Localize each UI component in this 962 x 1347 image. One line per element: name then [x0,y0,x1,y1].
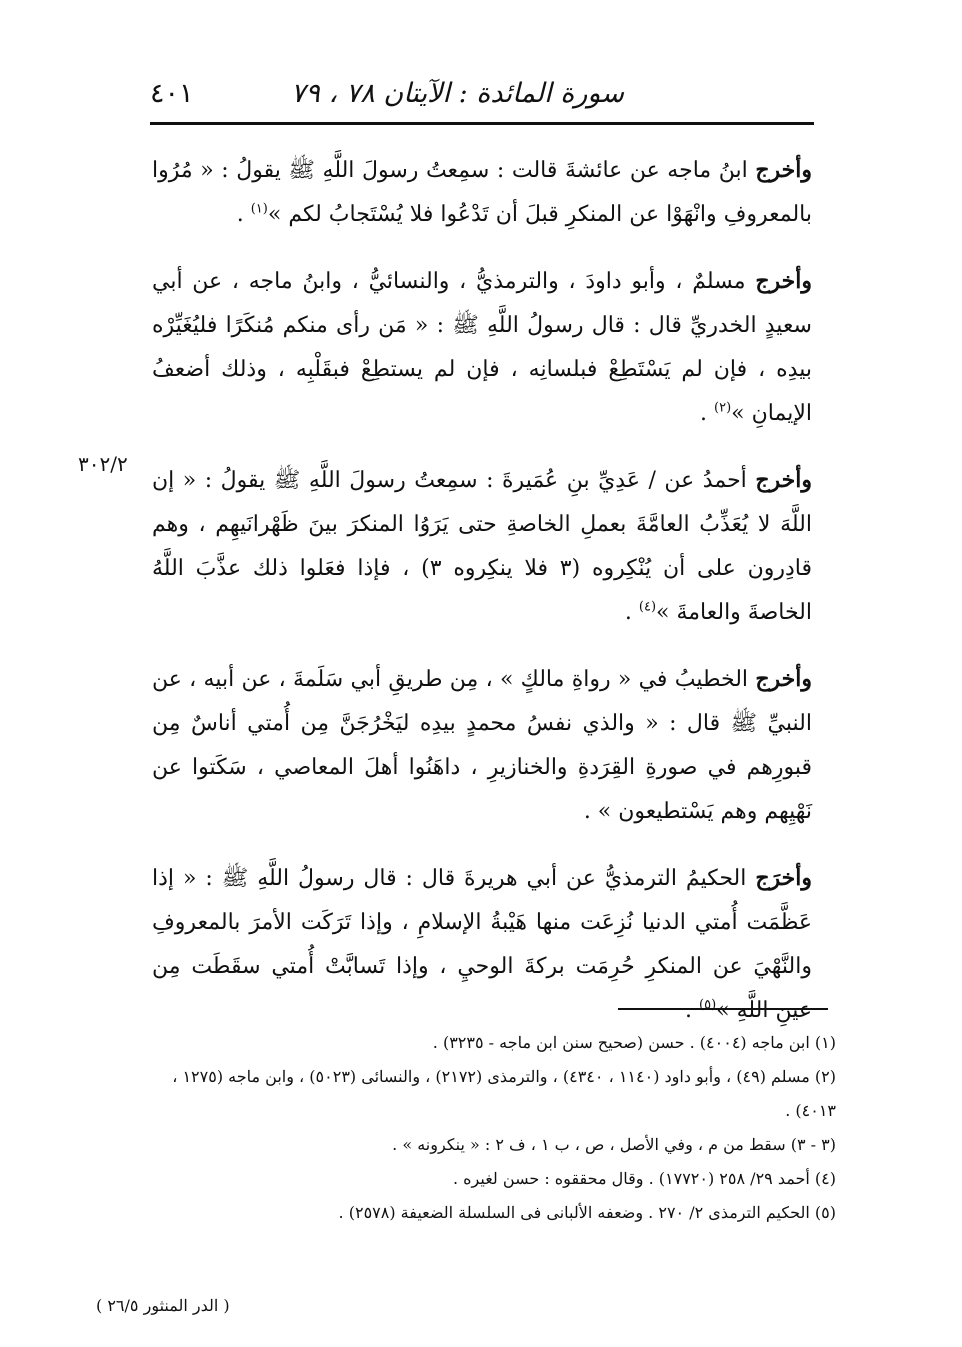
paragraph-lead: وأخرج [755,268,812,294]
paragraph-text: مسلمٌ ، وأبو داودَ ، والترمذيُّ ، والنسائيُّ ، وابنُ ماجه ، عن أبي سعيدٍ الخدريِّ قال : قال رسولُ اللَّهِ ﷺ : « مَن رأى منكم مُنكَرًا فليُغَيِّرْه بيدِه ، فإن لم يَسْتَطِعْ فبلسانِه ، فإن لم يستطِعْ فبقَلْبِه ، وذلك أضعفُ الإيمانِ » [152,269,812,426]
main-text [152,148,812,1055]
paragraph-4 [152,657,812,834]
footnote-2: (٢) مسلم (٤٩) ، وأبو داود (١١٤٠ ، ٤٣٤٠) ، والترمذى (٢١٧٢) ، والنسائى (٥٠٢٣) ، وابن ماجه (١٢٧٥ ، ٤٠١٣) . [172,1067,836,1120]
page-number: ٤٠١ [150,78,194,109]
paragraph-5 [152,856,812,1033]
surah-title: سورة المائدة : الآيتان ٧٨ ، ٧٩ [290,78,624,109]
paragraph-lead: وأخرج [755,467,812,493]
paragraph-text: الخطيبُ في « رواةِ مالكٍ » ، مِن طريقِ أبي سَلَمةَ ، عن أبيه ، عن النبيِّ ﷺ قال : « والذي نفسُ محمدٍ بيدِه ليَخْرُجَنَّ مِن أُمتي أناسٌ مِن قبورِهم في صورةِ القِرَدةِ والخنازيرِ ، داهَنُوا أهلَ المعاصي ، سَكَتوا عن نَهْيِهم وهم يَسْتطيعون » . [152,667,812,824]
footnote-4: (٤) أحمد ٢٩/ ٢٥٨ (١٧٧٢٠) . وقال محققوه : حسن لغيره . [453,1169,836,1188]
paragraph-text: ابنُ ماجه عن عائشةَ قالت : سمِعتُ رسولَ اللَّهِ ﷺ يقولُ : « مُرُوا بالمعروفِ وانْهَوْا عن المنكرِ قبلَ أن تَدْعُوا فلا يُسْتَجابُ لكم » [152,158,812,227]
footnote-divider [618,1008,828,1010]
paragraph-2 [152,259,812,436]
paragraph-1 [152,148,812,237]
footnote-ref[interactable]: (٢) [714,400,732,416]
paragraph-text: الحكيمُ الترمذيُّ عن أبي هريرةَ قال : قال رسولُ اللَّهِ ﷺ : « إذا عَظَّمَت أُمتي الدنيا نُزِعَت منها هَيْبةُ الإسلامِ ، وإذا تَرَكَت الأمرَ بالمعروفِ والنَّهْيَ عن المنكرِ حُرِمَت بركةَ الوحيِ ، وإذا تَسابَّتْ أُمتي سقَطَت مِن عينِ اللَّهِ » [152,866,812,1023]
source-volume-note: ( الدر المنثور ٢٦/٥ ) [96,1296,230,1315]
header-divider [150,122,814,125]
page-header [150,76,814,120]
paragraph-lead: وأخرَج [755,865,812,891]
paragraph-lead: وأخرج [755,666,812,692]
paragraph-text: أحمدُ عن / عَدِيِّ بنِ عُمَيرةَ : سمِعتُ رسولَ اللَّهِ ﷺ يقولُ : « إن اللَّهَ لا يُعَذِّبُ العامَّةَ بعملِ الخاصةِ حتى يَرَوُا المنكرَ بينَ ظَهْرانَيهِم ، وهم قادِرون على أن يُنْكِروه (٣ فلا ينكِروه ٣) ، فإذا فعَلوا ذلك عذَّبَ اللَّهُ الخاصةَ والعامةَ » [152,468,812,625]
footnote-3: (٣ - ٣) سقط من م ، وفي الأصل ، ص ، ب ١ ، ف ٢ : « ينكرونه » . [392,1135,836,1154]
paragraph-tail: . [685,998,699,1023]
footnote-1: (١) ابن ماجه (٤٠٠٤) . حسن (صحيح سنن ابن ماجه - ٣٢٣٥) . [432,1033,836,1052]
paragraph-lead: وأخرج [755,157,812,183]
footnote-ref[interactable]: (٥) [699,997,717,1013]
paragraph-tail: . [236,202,251,227]
paragraph-tail: . [624,600,639,625]
margin-reference: ٣٠٢/٢ [78,452,128,476]
paragraph-3 [152,458,812,635]
footnote-ref[interactable]: (١) [250,201,268,217]
footnotes [152,1026,836,1230]
paragraph-tail: . [700,401,715,426]
footnote-ref[interactable]: (٤) [638,599,657,615]
footnote-5: (٥) الحكيم الترمذى ٢/ ٢٧٠ . وضعفه الألبانى فى السلسلة الضعيفة (٢٥٧٨) . [338,1203,836,1222]
